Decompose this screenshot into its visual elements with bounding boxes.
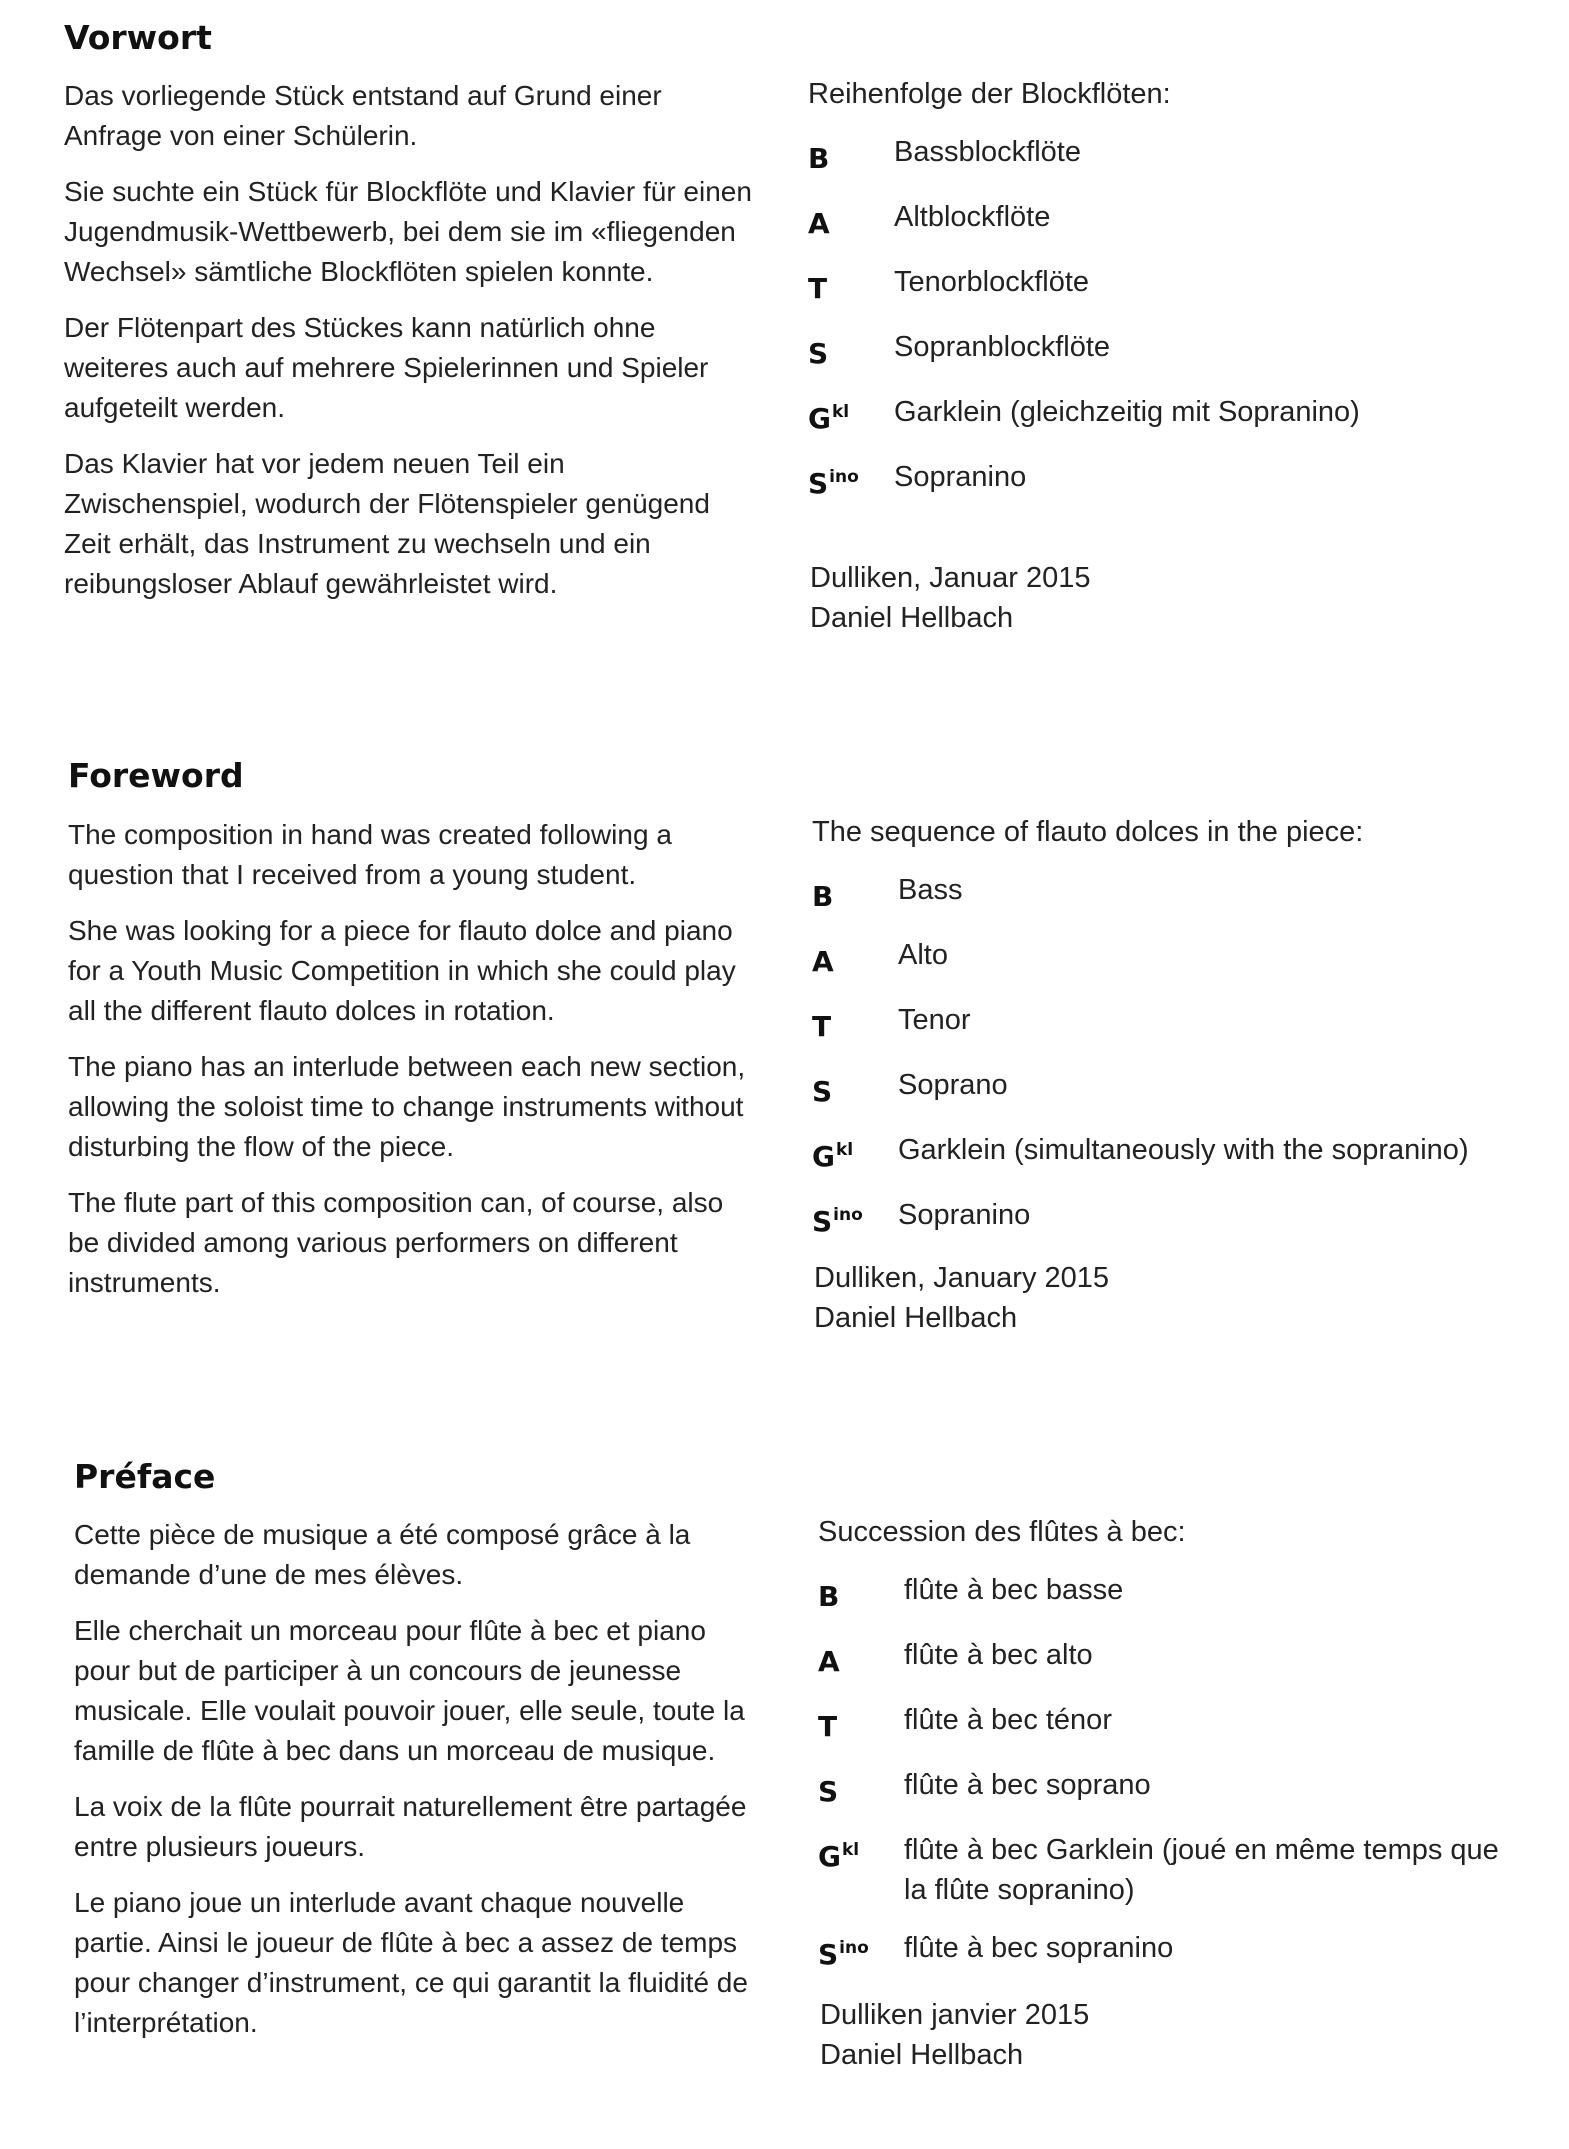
instrument-code: T xyxy=(812,1010,832,1043)
instrument-name: flûte à bec alto xyxy=(904,1639,1093,1671)
instrument-code: S xyxy=(812,1075,833,1108)
signature xyxy=(820,1995,1089,2075)
instrument-name: Alto xyxy=(898,939,948,971)
instrument-row xyxy=(808,197,1548,244)
instrument-code: $G^{kl}$ xyxy=(818,1840,860,1873)
instrument-name: flûte à bec soprano xyxy=(904,1769,1151,1801)
author: Daniel Hellbach xyxy=(814,1302,1018,1334)
instrument-code: $G^{kl}$ xyxy=(808,402,850,435)
instrument-list xyxy=(818,1512,1558,1993)
instrument-name: Soprano xyxy=(898,1069,1008,1101)
instrument-row xyxy=(818,1830,1558,1910)
instrument-name: Bass xyxy=(898,874,963,906)
instrument-code: A xyxy=(812,945,834,978)
list-intro: Reihenfolge der Blockflöten: xyxy=(808,78,1171,110)
instrument-code: B xyxy=(808,142,830,175)
paragraph: Elle cherchait un morceau pour flûte à bec et piano pour but de participer à un concours de jeunesse musicale. Elle voulait pouvoir jouer, elle seule, toute la famille de flûte à bec dans un morceau de musique. xyxy=(74,1615,745,1766)
paragraph: La voix de la flûte pourrait naturellement être partagée entre plusieurs joueurs. xyxy=(74,1791,747,1862)
paragraph: Cette pièce de musique a été composé grâce à la demande d’une de mes élèves. xyxy=(74,1519,691,1590)
instrument-name: flûte à bec Garklein (joué en même temps que la flûte sopranino) xyxy=(904,1834,1499,1906)
instrument-name: flûte à bec basse xyxy=(904,1574,1124,1606)
instrument-row xyxy=(812,1065,1552,1112)
place-date: Dulliken janvier 2015 xyxy=(820,1999,1090,2031)
instrument-row xyxy=(808,457,1548,504)
instrument-row xyxy=(808,262,1548,309)
instrument-name: Sopranino xyxy=(898,1199,1031,1231)
instrument-row xyxy=(808,327,1548,374)
instrument-row xyxy=(818,1765,1558,1812)
paragraph: She was looking for a piece for flauto dolce and piano for a Youth Music Competition in which she could play all the different flauto dolces in rotation. xyxy=(68,915,736,1026)
body-text xyxy=(68,815,758,1319)
instrument-code: $S^{ino}$ xyxy=(812,1205,863,1238)
author: Daniel Hellbach xyxy=(810,602,1014,634)
instrument-code: T xyxy=(818,1710,838,1743)
paragraph: Der Flötenpart des Stückes kann natürlich ohne weiteres auch auf mehrere Spielerinnen und Spieler aufgeteilt werden. xyxy=(64,312,709,423)
instrument-name: Sopranblockflöte xyxy=(894,331,1111,363)
instrument-code: A xyxy=(808,207,830,240)
instrument-code: T xyxy=(808,272,828,305)
place-date: Dulliken, January 2015 xyxy=(814,1262,1110,1294)
author: Daniel Hellbach xyxy=(820,2039,1024,2071)
list-intro: The sequence of flauto dolces in the piece: xyxy=(812,816,1364,848)
instrument-code: B xyxy=(812,880,834,913)
signature xyxy=(810,558,1091,638)
instrument-code: $G^{kl}$ xyxy=(812,1140,854,1173)
instrument-code: S xyxy=(808,337,829,370)
instrument-row xyxy=(808,132,1548,179)
body-text xyxy=(64,76,754,620)
instrument-row xyxy=(818,1700,1558,1747)
body-text xyxy=(74,1515,764,2059)
instrument-name: Garklein (simultaneously with the sopranino) xyxy=(898,1134,1469,1166)
place-date: Dulliken, Januar 2015 xyxy=(810,562,1091,594)
paragraph: The composition in hand was created following a question that I received from a young student. xyxy=(68,819,672,890)
paragraph: Das vorliegende Stück entstand auf Grund einer Anfrage von einer Schülerin. xyxy=(64,80,662,151)
section-heading: Préface xyxy=(74,1457,216,1496)
instrument-name: Bassblockflöte xyxy=(894,136,1081,168)
instrument-code: S xyxy=(818,1775,839,1808)
instrument-name: flûte à bec ténor xyxy=(904,1704,1112,1736)
instrument-name: Garklein (gleichzeitig mit Sopranino) xyxy=(894,396,1360,428)
instrument-name: Sopranino xyxy=(894,461,1027,493)
instrument-row xyxy=(812,935,1552,982)
instrument-list xyxy=(812,812,1552,1260)
instrument-row xyxy=(818,1570,1558,1617)
instrument-code: $S^{ino}$ xyxy=(818,1938,869,1971)
paragraph: The piano has an interlude between each new section, allowing the soloist time to change instruments without disturbing the flow of the piece. xyxy=(68,1051,746,1162)
instrument-row xyxy=(818,1635,1558,1682)
instrument-name: Altblockflöte xyxy=(894,201,1051,233)
instrument-row xyxy=(812,1000,1552,1047)
list-intro: Succession des flûtes à bec: xyxy=(818,1516,1186,1548)
section-heading: Vorwort xyxy=(64,18,212,57)
instrument-code: $S^{ino}$ xyxy=(808,467,859,500)
paragraph: Das Klavier hat vor jedem neuen Teil ein Zwischenspiel, wodurch der Flötenspieler genügend Zeit erhält, das Instrument zu wechseln und ein reibungsloser Ablauf gewährleistet wird. xyxy=(64,448,710,599)
instrument-name: Tenorblockflöte xyxy=(894,266,1090,298)
instrument-row xyxy=(812,870,1552,917)
signature xyxy=(814,1258,1109,1338)
instrument-row xyxy=(808,392,1548,439)
instrument-name: flûte à bec sopranino xyxy=(904,1932,1174,1964)
paragraph: The flute part of this composition can, of course, also be divided among various performers on different instruments. xyxy=(68,1187,724,1298)
paragraph: Le piano joue un interlude avant chaque nouvelle partie. Ainsi le joueur de flûte à bec a assez de temps pour changer d’instrument, ce qui garantit la fluidité de l’interprétation. xyxy=(74,1887,748,2038)
section-heading: Foreword xyxy=(68,756,244,795)
instrument-row xyxy=(812,1195,1552,1242)
instrument-row xyxy=(818,1928,1558,1975)
instrument-row xyxy=(812,1130,1552,1177)
instrument-list xyxy=(808,74,1548,522)
instrument-name: Tenor xyxy=(898,1004,971,1036)
instrument-code: A xyxy=(818,1645,840,1678)
paragraph: Sie suchte ein Stück für Blockflöte und Klavier für einen Jugendmusik-Wettbewerb, bei dem sie im «fliegenden Wechsel» sämtliche Blockflöten spielen konnte. xyxy=(64,176,752,287)
instrument-code: B xyxy=(818,1580,840,1613)
